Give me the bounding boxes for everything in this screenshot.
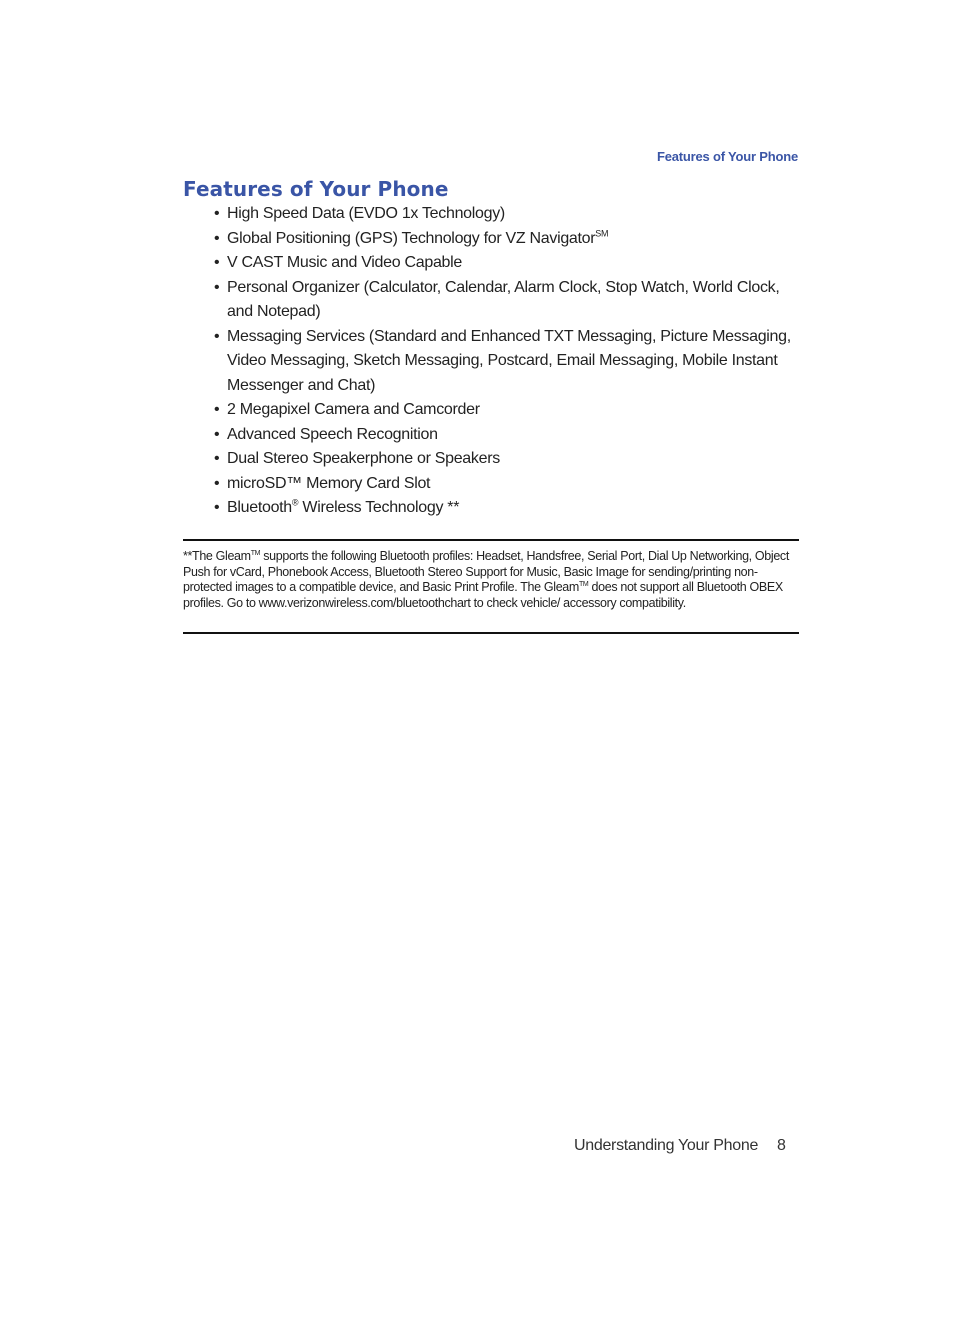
footnote-top-rule bbox=[183, 539, 799, 541]
feature-item bbox=[211, 423, 801, 448]
feature-list bbox=[211, 202, 801, 521]
feature-text-suffix: Wireless Technology ** bbox=[298, 499, 460, 516]
feature-item bbox=[211, 227, 801, 252]
feature-item bbox=[211, 472, 801, 497]
feature-item bbox=[211, 496, 801, 521]
running-header: Features of Your Phone bbox=[656, 149, 798, 164]
feature-text: 2 Megapixel Camera and Camcorder bbox=[227, 401, 480, 418]
feature-text: microSD™ Memory Card Slot bbox=[227, 474, 431, 492]
footnote bbox=[183, 549, 801, 611]
feature-text: Advanced Speech Recognition bbox=[227, 425, 438, 443]
feature-text: Bluetooth bbox=[227, 499, 292, 516]
trademark-mark: TM bbox=[578, 580, 589, 588]
page-number: 8 bbox=[777, 1137, 786, 1154]
feature-item bbox=[211, 251, 801, 276]
footnote-bottom-rule bbox=[183, 632, 799, 634]
feature-item bbox=[211, 276, 801, 325]
footnote-text: does not support all Bluetooth OBEX profiles. Go to www.verizonwireless.com/bluetoothchart to check vehicle/ accessory compatibility. bbox=[183, 580, 783, 610]
footnote-text: supports the following Bluetooth profiles: Headset, Handsfree, Serial Port, Dial Up Networking, Object Push for vCard, Phonebook Access, Bluetooth Stereo Support for Music, Basic Image for sending/printing non-protected images to a compatible device, and Basic Print Profile. The Gleam bbox=[183, 549, 789, 594]
feature-item bbox=[211, 398, 801, 423]
feature-item bbox=[211, 447, 801, 472]
feature-text: Dual Stereo Speakerphone or Speakers bbox=[227, 450, 500, 467]
section-title: Features of Your Phone bbox=[183, 177, 449, 201]
feature-item bbox=[211, 325, 801, 399]
registered-mark: ® bbox=[291, 497, 299, 508]
footnote-text: **The Gleam bbox=[183, 549, 251, 563]
feature-text: High Speed Data (EVDO 1x Technology) bbox=[227, 205, 505, 222]
feature-text: V CAST Music and Video Capable bbox=[227, 254, 462, 271]
feature-item bbox=[211, 202, 801, 227]
feature-text: Global Positioning (GPS) Technology for VZ Navigator bbox=[227, 229, 596, 247]
trademark-mark: TM bbox=[250, 549, 261, 557]
service-mark: SM bbox=[595, 228, 609, 239]
feature-text: Personal Organizer (Calculator, Calendar, Alarm Clock, Stop Watch, World Clock, and Notepad) bbox=[227, 278, 780, 320]
feature-text: Messaging Services (Standard and Enhanced TXT Messaging, Picture Messaging, Video Messaging, Sketch Messaging, Postcard, Email Messaging, Mobile Instant Messenger and Chat) bbox=[227, 327, 791, 394]
footer-chapter-title: Understanding Your Phone bbox=[574, 1137, 759, 1154]
